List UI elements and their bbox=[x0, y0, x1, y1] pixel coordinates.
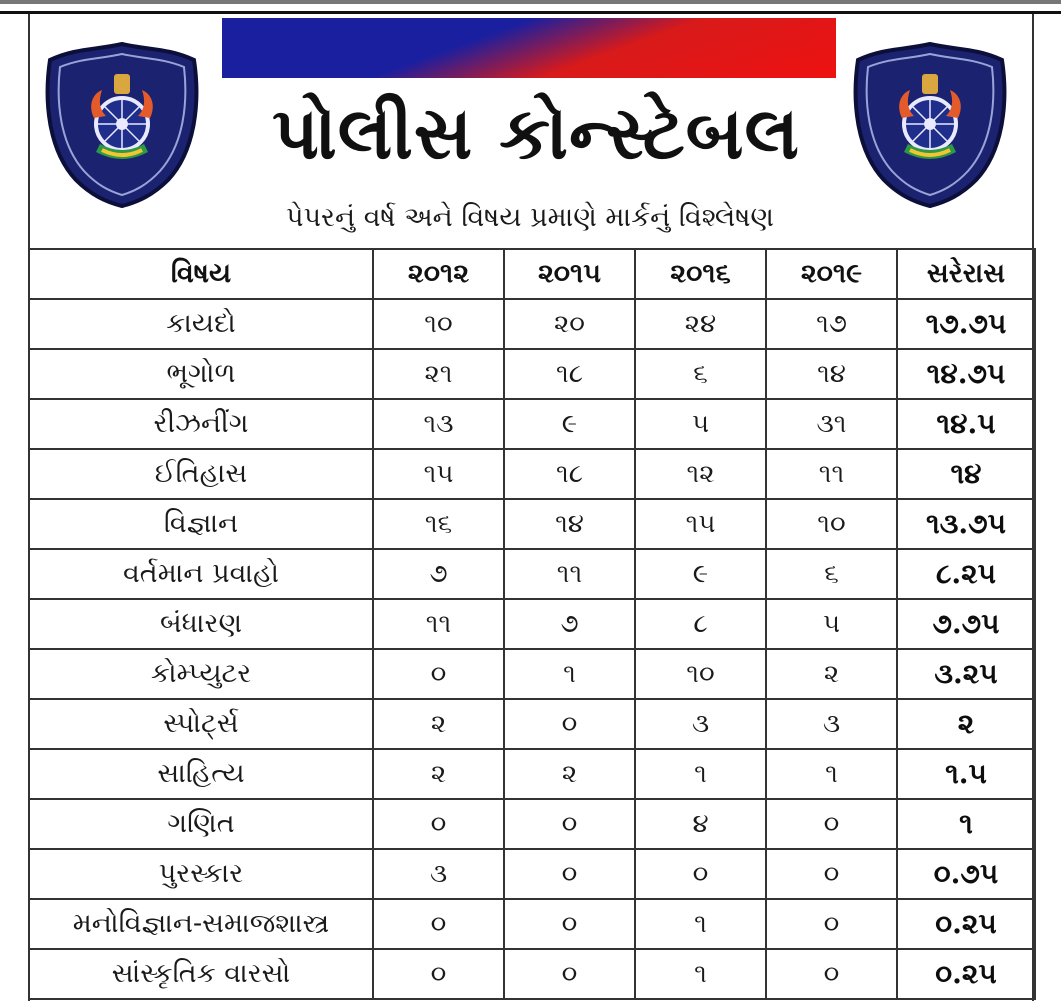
subject-cell: સાંસ્કૃતિક વારસો bbox=[29, 949, 373, 999]
year-marks-cell: ૭ bbox=[504, 599, 635, 649]
column-header-year: ૨૦૧૫ bbox=[504, 249, 635, 299]
year-marks-cell: ૩ bbox=[766, 699, 897, 749]
table-row bbox=[29, 399, 1035, 449]
average-cell: ૧ bbox=[897, 799, 1035, 849]
year-marks-cell: ૨ bbox=[373, 699, 504, 749]
year-marks-cell: ૬ bbox=[635, 349, 766, 399]
year-marks-cell: ૦ bbox=[373, 899, 504, 949]
subject-cell: રીઝનીંગ bbox=[29, 399, 373, 449]
column-header-year: ૨૦૧૯ bbox=[766, 249, 897, 299]
year-marks-cell: ૧ bbox=[635, 949, 766, 999]
year-marks-cell: ૯ bbox=[504, 399, 635, 449]
year-marks-cell: ૭ bbox=[373, 549, 504, 599]
table-row bbox=[29, 749, 1035, 799]
year-marks-cell: ૧૫ bbox=[635, 499, 766, 549]
table-row bbox=[29, 699, 1035, 749]
page-title: પોલીસ કોન્સ્ટેબલ bbox=[272, 90, 800, 175]
year-marks-cell: ૧૦ bbox=[373, 299, 504, 349]
year-marks-cell: ૦ bbox=[373, 649, 504, 699]
subject-cell: બંધારણ bbox=[29, 599, 373, 649]
subject-cell: ભૂગોળ bbox=[29, 349, 373, 399]
year-marks-cell: ૩ bbox=[635, 699, 766, 749]
subject-cell: પુરસ્કાર bbox=[29, 849, 373, 899]
police-emblem-icon bbox=[844, 40, 1016, 208]
year-marks-cell: ૧૭ bbox=[766, 299, 897, 349]
subject-cell: કાયદો bbox=[29, 299, 373, 349]
year-marks-cell: ૦ bbox=[504, 899, 635, 949]
table-row bbox=[29, 599, 1035, 649]
year-marks-cell: ૧ bbox=[504, 649, 635, 699]
year-marks-cell: ૧ bbox=[766, 749, 897, 799]
average-cell: ૧૪.૭૫ bbox=[897, 349, 1035, 399]
table-row bbox=[29, 549, 1035, 599]
year-marks-cell: ૪ bbox=[635, 799, 766, 849]
year-marks-cell: ૨૦ bbox=[504, 299, 635, 349]
year-marks-cell: ૨ bbox=[373, 749, 504, 799]
year-marks-cell: ૧૧ bbox=[373, 599, 504, 649]
column-header-year: ૨૦૧૨ bbox=[373, 249, 504, 299]
table-row bbox=[29, 899, 1035, 949]
police-emblem-icon bbox=[36, 40, 208, 208]
average-cell: ૦.૭૫ bbox=[897, 849, 1035, 899]
column-header-average: સરેરાસ bbox=[897, 249, 1035, 299]
year-marks-cell: ૦ bbox=[766, 849, 897, 899]
year-marks-cell: ૦ bbox=[504, 949, 635, 999]
subject-cell: સાહિત્ય bbox=[29, 749, 373, 799]
average-cell: ૦.૨૫ bbox=[897, 899, 1035, 949]
subject-cell: મનોવિજ્ઞાન-સમાજશાસ્ત્ર bbox=[29, 899, 373, 949]
table-row bbox=[29, 799, 1035, 849]
average-cell: ૧૪ bbox=[897, 449, 1035, 499]
average-cell: ૧.૫ bbox=[897, 749, 1035, 799]
year-marks-cell: ૧ bbox=[635, 749, 766, 799]
year-marks-cell: ૨ bbox=[504, 749, 635, 799]
year-marks-cell: ૨ bbox=[766, 649, 897, 699]
gujarat-police-badge-right bbox=[844, 40, 1016, 208]
subject-cell: કોમ્પ્યુટર bbox=[29, 649, 373, 699]
average-cell: ૮.૨૫ bbox=[897, 549, 1035, 599]
year-marks-cell: ૦ bbox=[766, 949, 897, 999]
subject-cell: વિજ્ઞાન bbox=[29, 499, 373, 549]
year-marks-cell: ૦ bbox=[635, 849, 766, 899]
year-marks-cell: ૧૮ bbox=[504, 349, 635, 399]
table-row bbox=[29, 349, 1035, 399]
year-marks-cell: ૦ bbox=[504, 849, 635, 899]
subject-cell: વર્તમાન પ્રવાહો bbox=[29, 549, 373, 599]
table-row bbox=[29, 649, 1035, 699]
year-marks-cell: ૫ bbox=[635, 399, 766, 449]
subject-cell: ઈતિહાસ bbox=[29, 449, 373, 499]
table-row bbox=[29, 949, 1035, 999]
year-marks-cell: ૩૧ bbox=[766, 399, 897, 449]
year-marks-cell: ૯ bbox=[635, 549, 766, 599]
average-cell: ૩.૨૫ bbox=[897, 649, 1035, 699]
table-row bbox=[29, 449, 1035, 499]
average-cell: ૧૪.૫ bbox=[897, 399, 1035, 449]
average-cell: ૭.૭૫ bbox=[897, 599, 1035, 649]
year-marks-cell: ૧૪ bbox=[766, 349, 897, 399]
table-header-row bbox=[29, 249, 1035, 299]
year-marks-cell: ૧૨ bbox=[635, 449, 766, 499]
average-cell: ૨ bbox=[897, 699, 1035, 749]
year-marks-cell: ૬ bbox=[766, 549, 897, 599]
year-marks-cell: ૨૪ bbox=[635, 299, 766, 349]
year-marks-cell: ૧૧ bbox=[504, 549, 635, 599]
year-marks-cell: ૧૦ bbox=[635, 649, 766, 699]
year-marks-cell: ૧૫ bbox=[373, 449, 504, 499]
year-marks-cell: ૨૧ bbox=[373, 349, 504, 399]
tricolor-banner bbox=[222, 18, 836, 78]
marks-analysis-table bbox=[28, 248, 1036, 1000]
table-row bbox=[29, 499, 1035, 549]
year-marks-cell: ૦ bbox=[504, 799, 635, 849]
year-marks-cell: ૦ bbox=[373, 799, 504, 849]
gujarat-police-badge-left bbox=[36, 40, 208, 208]
subject-cell: સ્પોર્ટ્સ bbox=[29, 699, 373, 749]
year-marks-cell: ૩ bbox=[373, 849, 504, 899]
average-cell: ૧૭.૭૫ bbox=[897, 299, 1035, 349]
year-marks-cell: ૦ bbox=[373, 949, 504, 999]
year-marks-cell: ૧૪ bbox=[504, 499, 635, 549]
average-cell: ૦.૨૫ bbox=[897, 949, 1035, 999]
year-marks-cell: ૧૮ bbox=[504, 449, 635, 499]
year-marks-cell: ૦ bbox=[766, 899, 897, 949]
year-marks-cell: ૮ bbox=[635, 599, 766, 649]
average-cell: ૧૩.૭૫ bbox=[897, 499, 1035, 549]
subject-cell: ગણિત bbox=[29, 799, 373, 849]
table-row bbox=[29, 849, 1035, 899]
table-body bbox=[29, 299, 1035, 999]
year-marks-cell: ૧ bbox=[635, 899, 766, 949]
year-marks-cell: ૦ bbox=[504, 699, 635, 749]
top-divider bbox=[0, 0, 1061, 14]
year-marks-cell: ૧૩ bbox=[373, 399, 504, 449]
year-marks-cell: ૫ bbox=[766, 599, 897, 649]
year-marks-cell: ૧૬ bbox=[373, 499, 504, 549]
year-marks-cell: ૧૧ bbox=[766, 449, 897, 499]
column-header-year: ૨૦૧૬ bbox=[635, 249, 766, 299]
year-marks-cell: ૦ bbox=[766, 799, 897, 849]
table-row bbox=[29, 299, 1035, 349]
column-header-subject: વિષય bbox=[29, 249, 373, 299]
page-subtitle: પેપરનું વર્ષ અને વિષય પ્રમાણે માર્કનું વિશ્લેષણ bbox=[286, 202, 774, 233]
year-marks-cell: ૧૦ bbox=[766, 499, 897, 549]
